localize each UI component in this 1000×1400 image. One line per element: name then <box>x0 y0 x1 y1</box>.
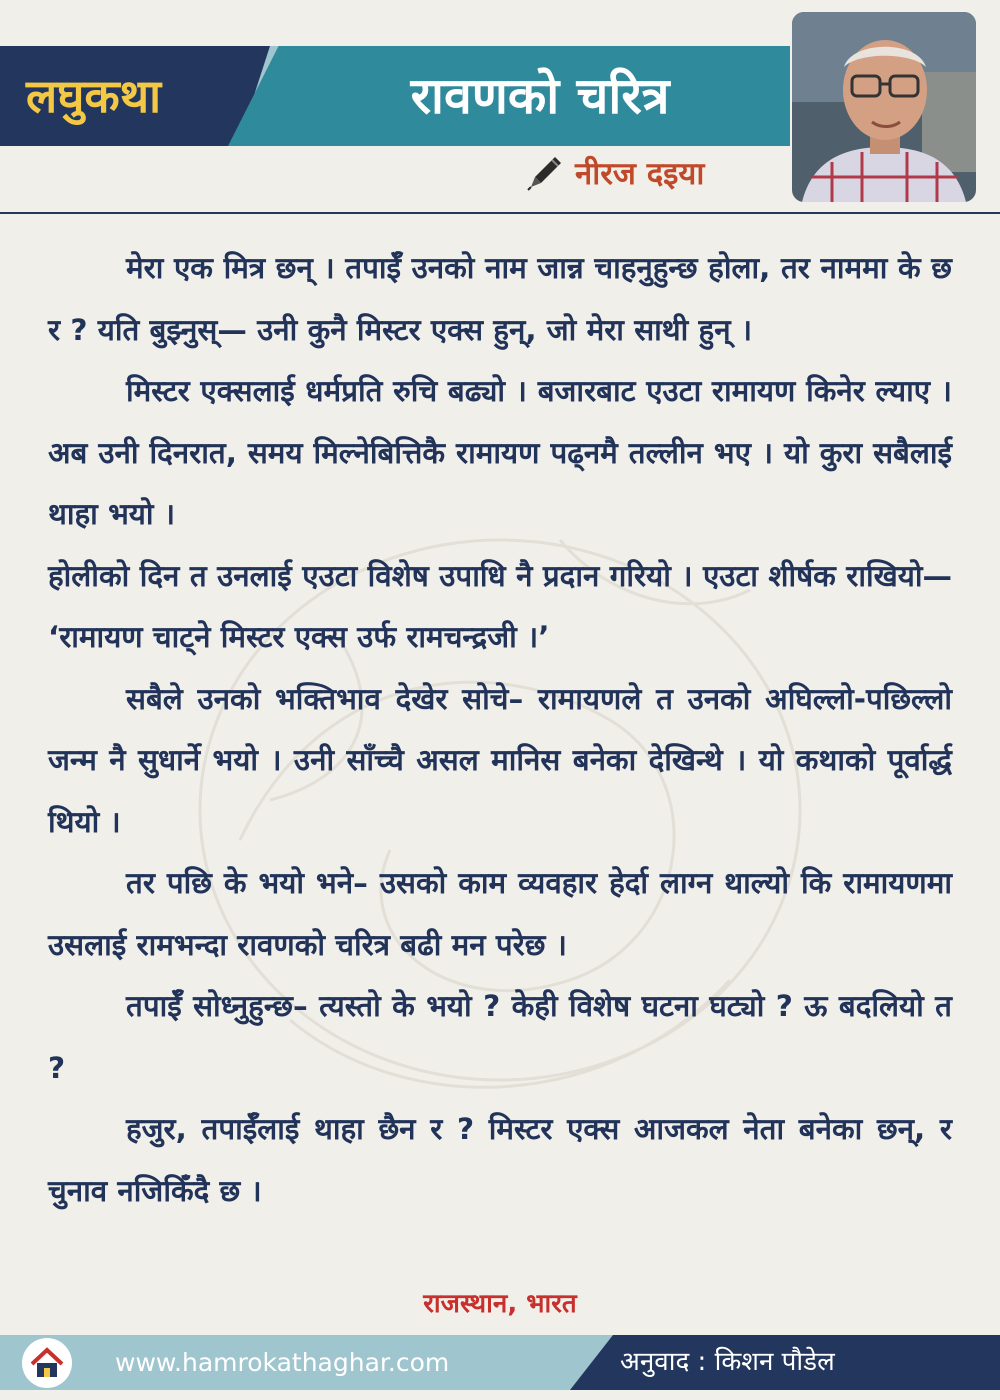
author-byline <box>525 148 704 198</box>
genre-label: लघुकथा <box>26 69 162 123</box>
story-body <box>48 238 952 1222</box>
website-link[interactable]: www.hamrokathaghar.com <box>115 1348 450 1377</box>
story-paragraph: होलीको दिन त उनलाई एउटा विशेष उपाधि नै प्रदान गरियो । एउटा शीर्षक राखियो— ‘रामायण चाट्ने मिस्टर एक्स उर्फ रामचन्द्रजी ।’ <box>48 558 952 654</box>
story-paragraph: मेरा एक मित्र छन् । तपाईँ उनको नाम जान्न चाहनुहुन्छ होला, तर नाममा के छ र ? यति बुझ्नुस्— उनी कुनै मिस्टर एक्स हुन्, जो मेरा साथी हुन् । <box>48 251 952 347</box>
story-paragraph: तपाईँ सोध्नुहुन्छ– त्यस्तो के भयो ? केही विशेष घटना घट्यो ? ऊ बदलियो त ? <box>48 989 952 1085</box>
author-name: नीरज दइया <box>575 156 705 192</box>
story-paragraph: सबैले उनको भक्तिभाव देखेर सोचे– रामायणले त उनको अघिल्लो-पछिल्लो जन्म नै सुधार्ने भयो । उनी साँच्चै असल मानिस बनेका देखिन्थे । यो कथाको पूर्वार्द्ध थियो । <box>48 681 952 839</box>
translator-credit: अनुवाद : किशन पौडेल <box>620 1347 835 1377</box>
story-paragraph: मिस्टर एक्सलाई धर्मप्रति रुचि बढ्यो । बजारबाट एउटा रामायण किनेर ल्याए । अब उनी दिनरात, समय मिल्नेबित्तिकै रामायण पढ्नमै तल्लीन भए । यो कुरा सबैलाई थाहा भयो । <box>48 374 952 531</box>
header-divider <box>0 212 1000 214</box>
house-logo-icon <box>22 1338 72 1388</box>
story-paragraph: तर पछि के भयो भने– उसको काम व्यवहार हेर्दा लाग्न थाल्यो कि रामायणमा उसलाई रामभन्दा रावणको चरित्र बढी मन परेछ । <box>48 866 952 962</box>
story-paragraph: हजुर, तपाईँलाई थाहा छैन र ? मिस्टर एक्स आजकल नेता बनेका छन्, र चुनाव नजिकिँदै छ । <box>48 1112 952 1208</box>
author-photo <box>792 12 976 202</box>
story-title: रावणको चरित्र <box>410 67 670 125</box>
author-location: राजस्थान, भारत <box>423 1289 577 1319</box>
fountain-pen-icon <box>525 153 565 193</box>
